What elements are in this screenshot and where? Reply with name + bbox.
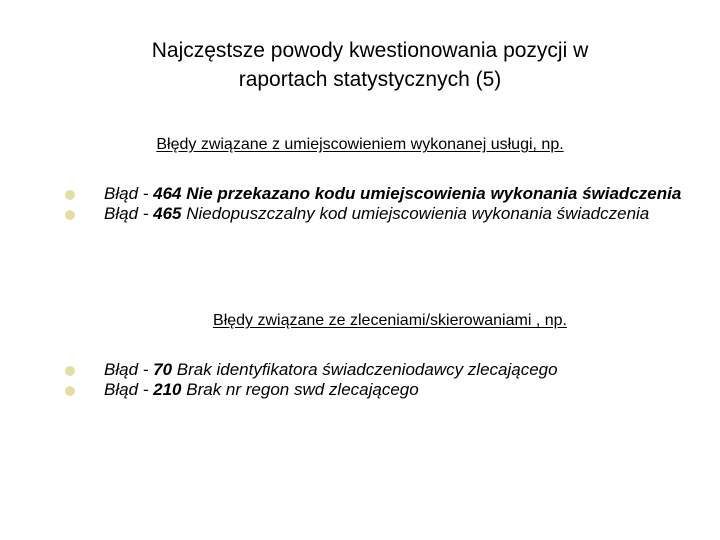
list-item [62, 360, 682, 380]
section-heading-referral-errors: Błędy związane ze zleceniami/skierowaniami , np. [213, 312, 567, 329]
error-prefix: Błąd - [104, 204, 154, 223]
location-errors-list [62, 184, 682, 224]
bullet-dot-icon [65, 190, 75, 200]
error-code: 464 [153, 184, 182, 203]
page-title [60, 36, 680, 94]
referral-errors-list [62, 360, 682, 400]
error-prefix: Błąd - [104, 360, 154, 379]
list-item [62, 204, 682, 224]
error-description: Nie przekazano kodu umiejscowienia wykonania świadczenia [181, 184, 682, 203]
bullet-dot-icon [65, 366, 75, 376]
error-code: 465 [153, 204, 182, 223]
error-code: 210 [153, 380, 182, 399]
error-description: Niedopuszczalny kod umiejscowienia wykonania świadczenia [181, 204, 650, 223]
title-line-2: raportach statystycznych (5) [238, 68, 502, 91]
error-description: Brak nr regon swd zlecającego [181, 380, 419, 399]
bullet-dot-icon [65, 210, 75, 220]
list-item [62, 380, 682, 400]
error-prefix: Błąd - [104, 380, 154, 399]
error-code: 70 [153, 360, 173, 379]
title-line-1: Najczęstsze powody kwestionowania pozycji w [151, 39, 589, 62]
error-prefix: Błąd - [104, 184, 154, 203]
list-item [62, 184, 682, 204]
bullet-dot-icon [65, 386, 75, 396]
section-heading-location-errors: Błędy związane z umiejscowieniem wykonanej usługi, np. [156, 136, 564, 153]
error-description: Brak identyfikatora świadczeniodawcy zlecającego [172, 360, 558, 379]
